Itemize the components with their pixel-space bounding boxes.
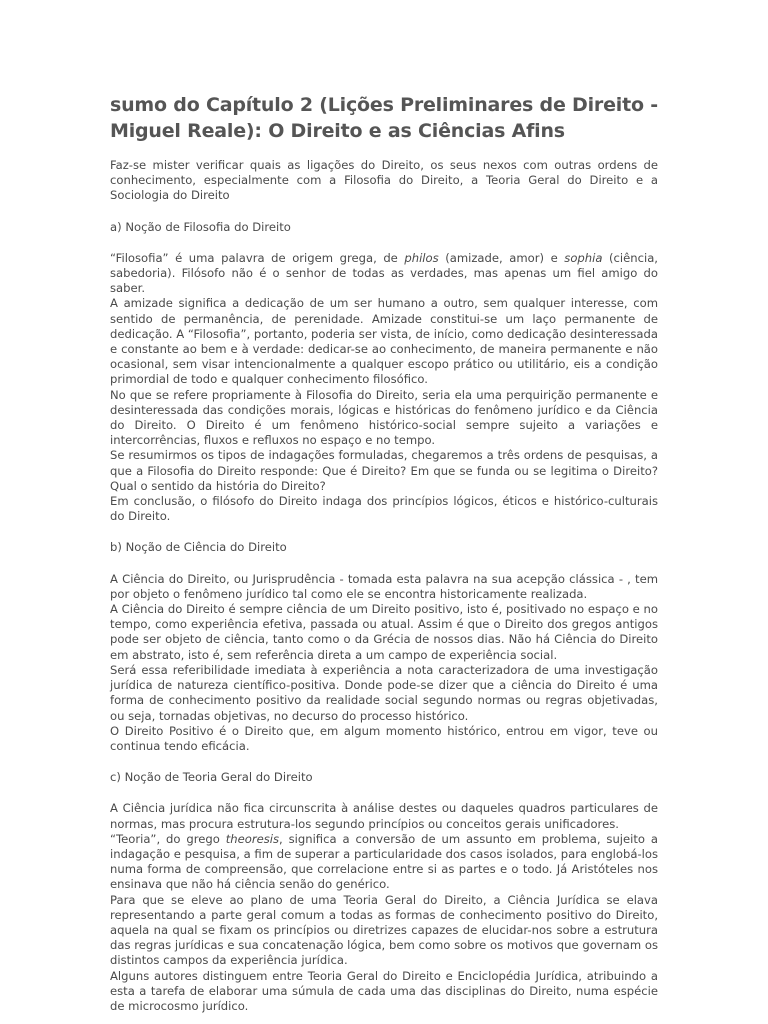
paragraph [110,969,658,1015]
text-segment: A Ciência do Direito, ou Jurisprudência - tomada esta palavra na sua acepção clássica - , tem por objeto o fenômeno jurídico tal como ele se encontra historicamente realizada. [110,571,658,601]
section-body [110,572,658,754]
text-segment: Alguns autores distinguem entre Teoria Geral do Direito e Enciclopédia Jurídica, atribuindo a esta a tarefa de elaborar uma súmula de cada uma das disciplinas do Direito, numa espécie de microcosmo jurídico. [110,968,658,1013]
text-segment: No que se refere propriamente à Filosofia do Direito, seria ela uma perquirição permanente e desinteressada das condições morais, lógicas e históricas do fenômeno jurídico e da Ciência do Direito. O Direito é um fenômeno histórico-social sempre sujeito a variações e intercorrências, fluxos e refluxos no espaço e no tempo. [110,387,658,448]
text-segment: A amizade significa a dedicação de um ser humano a outro, sem qualquer interesse, com sentido de permanência, de perenidade. Amizade constitui-se um laço permanente de dedicação. A “Filosofia”, portanto, poderia ser vista, de início, como dedicação desinteressada e constante ao bem e à verdade: dedicar-se ao conhecimento, de maneira permanente e não ocasional, sem visar intencionalmente a qualquer escopo prático ou utilitário, eis a condição primordial de todo e qualquer conhecimento filosófico. [110,296,659,387]
paragraph [110,724,658,754]
text-segment: A Ciência do Direito é sempre ciência de um Direito positivo, isto é, positivado no espaço e no tempo, como experiência efetiva, passada ou atual. Assim é que o Direito dos gregos antigos pode ser objeto de ciência, tanto como o da Grécia de nossos dias. Não há Ciência do Direito em abstrato, isto é, sem referência direta a um campo de experiência social. [110,602,658,662]
paragraph [110,448,658,494]
text-segment: O Direito Positivo é o Direito que, em algum momento histórico, entrou em vigor, teve ou continua tendo eficácia. [110,723,658,753]
paragraph [110,663,658,724]
section-heading: b) Noção de Ciência do Direito [110,540,287,555]
text-segment: (ciência, sabedoria). Filósofo não é o senhor de todas as verdades, mas apenas um fiel amigo do saber. [110,250,658,296]
paragraph [110,602,658,663]
italic-term: philos [404,250,439,265]
text-segment: Será essa referibilidade imediata à experiência a nota caracterizadora de uma investigação jurídica de natureza científico-positiva. Donde pode-se dizer que a ciência do Direito é uma forma de conhecimento positivo da realidade social segundo normas ou regras objetivadas, ou seja, tornadas objetivas, no decurso do processo histórico. [110,662,658,723]
text-segment: “Filosofia” é uma palavra de origem grega, de [110,250,405,265]
document-page [110,92,658,1014]
paragraph [110,832,658,893]
paragraph [110,572,658,602]
section-body [110,801,658,1014]
section-heading: a) Noção de Filosofia do Direito [110,219,291,234]
text-segment: , significa a conversão de um assunto em problema, sujeito a indagação e pesquisa, a fim de superar a particularidade dos casos isolados, para englobá-los numa forma de compreensão, que correlacione entre si as partes e o todo. Já Aristóteles nos ensinava que não há ciência senão do genérico. [110,831,659,892]
document-title: sumo do Capítulo 2 (Lições Preliminares de Direito - Miguel Reale): O Direito e as Ciências Afins [110,94,658,142]
italic-term: theoresis [225,831,280,846]
paragraph [110,388,658,449]
section-body [110,251,658,525]
text-segment: “Teoria”, do grego [110,831,226,846]
text-segment: A Ciência jurídica não fica circunscrita à análise destes ou daqueles quadros particulares de normas, mas procura estrutura-los segundo princípios ou conceitos gerais unificadores. [110,801,658,831]
paragraph [110,801,658,831]
text-segment: Em conclusão, o filósofo do Direito indaga dos princípios lógicos, éticos e histórico-culturais do Direito. [110,494,658,524]
intro-paragraph: Faz-se mister verificar quais as ligações do Direito, os seus nexos com outras ordens de conhecimento, especialmente com a Filosofia do Direito, a Teoria Geral do Direito e a Sociologia do Direito [110,158,658,203]
paragraph [110,296,658,387]
text-segment: (amizade, amor) e [438,250,565,265]
paragraph [110,494,658,524]
text-segment: Para que se eleve ao plano de uma Teoria Geral do Direito, a Ciência Jurídica se elava representando a parte geral comum a todas as formas de conhecimento positivo do Direito, aquela na qual se fixam os princípios ou diretrizes capazes de elucidar-nos sobre a estrutura das regras jurídicas e sua concatenação lógica, bem como sobre os motivos que governam os distintos campos da experiência jurídica. [110,892,658,968]
text-segment: Se resumirmos os tipos de indagações formuladas, chegaremos a três ordens de pesquisas, a que a Filosofia do Direito responde: Que é Direito? Em que se funda ou se legitima o Direito? Qual o sentido da história do Direito? [110,448,658,493]
section-heading: c) Noção de Teoria Geral do Direito [110,770,313,785]
italic-term: sophia [564,250,603,265]
paragraph [110,893,658,969]
paragraph [110,251,658,297]
sections-container [110,220,658,1015]
